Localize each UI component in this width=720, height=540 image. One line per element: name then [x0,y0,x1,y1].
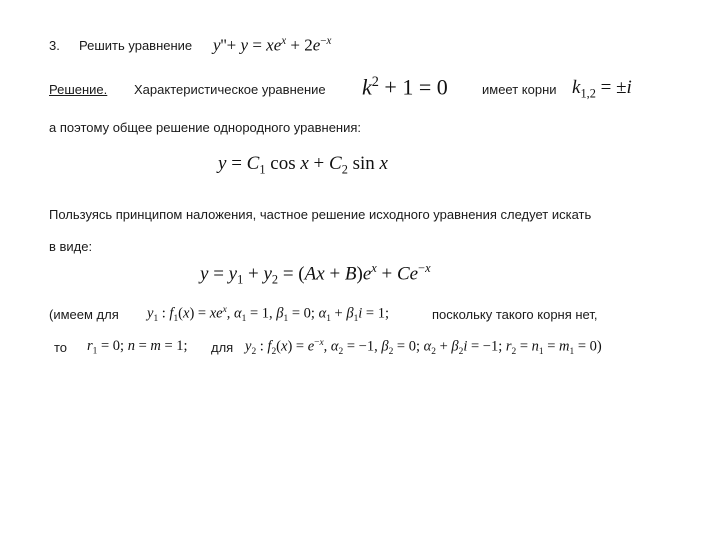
general-solution-text: а поэтому общее решение однородного уравнения: [49,120,362,135]
char-eq-text: Характеристическое уравнение [134,82,326,97]
general-solution-formula: $y = C_1$ $\cos x + C_2$ sin x [218,153,388,177]
r1-formula: $r_1 = 0$; n = m = 1; [87,338,188,357]
solution-label: Решение. [49,82,108,97]
have-for-text: (имеем для [49,307,119,322]
superposition-line2: в виде: [49,239,93,254]
ode-formula: $y''+ y = xe^x + 2e^{-x}$ [213,35,332,55]
char-eq-formula: $k^2 + 1 = 0$ [362,74,448,100]
for-text: для [211,340,234,355]
task-number: 3. [49,38,60,53]
no-root-text: поскольку такого корня нет, [432,307,598,322]
roots-formula: $k_{1,2} = \pm i$ [572,77,632,101]
superposition-line1: Пользуясь принципом наложения, частное решение исходного уравнения следует искать [49,207,592,222]
roots-text: имеет корни [482,82,557,97]
particular-solution-formula: $y = y_1 + y_2 = (Ax + B)e^x + Ce^{-x}$ [200,261,431,287]
then-text: то [54,340,68,355]
y2-condition-formula: $y_2$ : $f_2(x) = e^{-x}$, $\alpha_2 = -1$, $\beta_2 = 0$; $\alpha_2 + \beta_2i = -1$; $r_2 = n_1 = m_1 = 0$) [245,338,602,357]
y1-condition-formula: $y_1$ : $f_1(x) = xe^x$, $\alpha_1 = 1$, $\beta_1 = 0$; $\alpha_1 + \beta_1i = 1$; [147,305,390,324]
task-title: Решить уравнение [79,38,193,53]
